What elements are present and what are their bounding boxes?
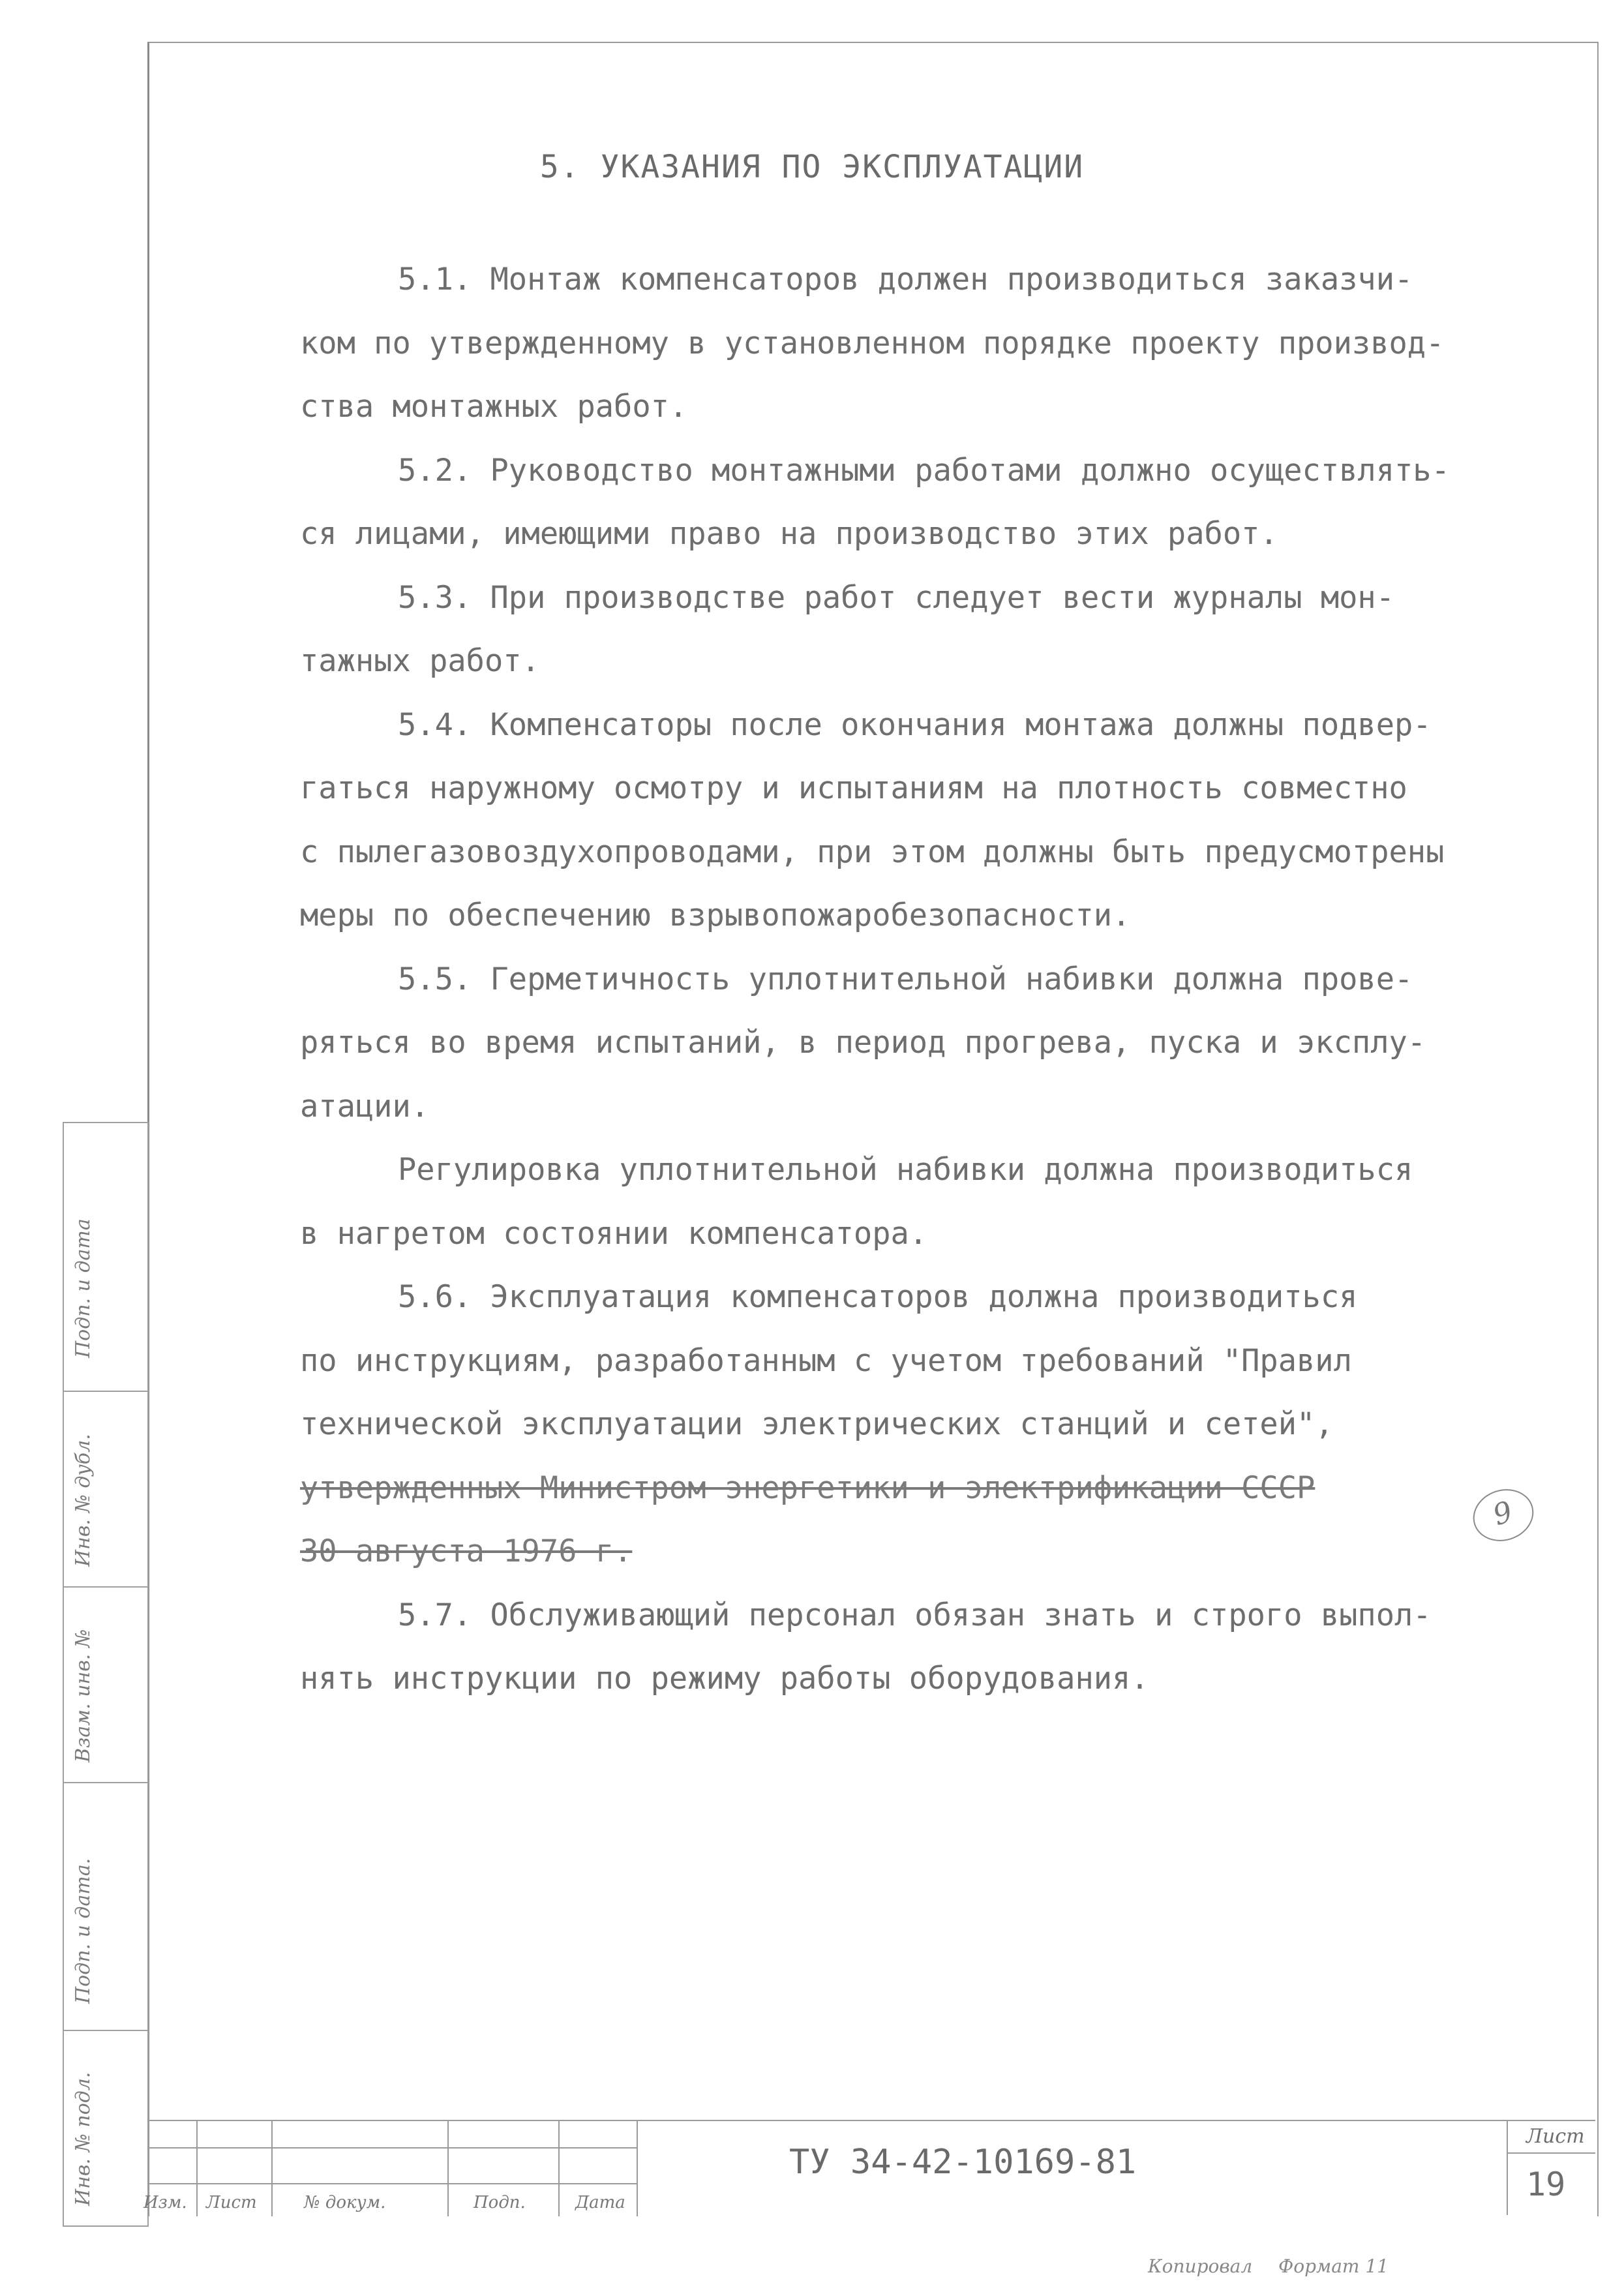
side-label-orig-inv: Инв. № подл. (72, 2072, 95, 2206)
row-line-2 (147, 2183, 637, 2184)
text-line: 30 августа 1976 г. (300, 1533, 633, 1569)
text-line: 5.4. Компенсаторы после окончания монтажа должны подвер- (398, 706, 1432, 743)
text-line: ряться во время испытаний, в период прогрева, пуска и эксплу- (300, 1025, 1426, 1061)
text-line: гаться наружному осмотру и испытаниям на плотность совместно (300, 770, 1407, 806)
text-line: меры по обеспечению взрывопожаробезопасности. (300, 897, 1131, 933)
col-line-3 (447, 2121, 449, 2216)
col-line-1 (196, 2121, 198, 2216)
text-line: 5.3. При производстве работ следует вести журналы мон- (398, 579, 1395, 616)
text-line: ся лицами, имеющими право на производство этих работ. (300, 516, 1278, 552)
text-line: с пылегазовоздухопроводами, при этом должны быть предусмотрены (300, 834, 1445, 870)
col-label-sign: Подп. (474, 2193, 526, 2212)
sheet-number: 19 (1526, 2165, 1566, 2203)
sheet-separator (1507, 2152, 1595, 2154)
text-line: 5.1. Монтаж компенсаторов должен производиться заказчи- (398, 262, 1413, 297)
text-line: в нагретом состоянии компенсатора. (300, 1215, 928, 1252)
text-line: ком по утвержденному в установленном порядке проекту производ- (300, 325, 1445, 361)
document-body (300, 248, 1539, 1711)
text-line: по инструкциям, разработанным с учетом требований "Правил (300, 1342, 1352, 1379)
text-line: Регулировка уплотнительной набивки должна производиться (398, 1152, 1413, 1188)
col-line-5 (637, 2121, 638, 2216)
text-line: ства монтажных работ. (300, 389, 688, 425)
col-label-izm: Изм. (143, 2193, 187, 2212)
side-cell-5 (64, 2030, 147, 2224)
side-label-sign-date-2: Подп. и дата. (72, 1858, 95, 2004)
text-line: утвержденных Министром энергетики и электрификации СССР (300, 1470, 1316, 1506)
col-label-doc: № докум. (304, 2193, 386, 2212)
text-line: 5.2. Руководство монтажными работами должно осуществлять- (398, 452, 1450, 489)
document-number: ТУ 34-42-10169-81 (789, 2143, 1137, 2182)
side-cell-1 (64, 1123, 147, 1392)
side-label-sign-date: Подп. и дата (72, 1218, 95, 1358)
side-cell-2 (64, 1391, 147, 1588)
side-stamp-column (63, 1122, 149, 2227)
text-line: нять инструкции по режиму работы оборудования. (300, 1661, 1149, 1696)
side-label-replace-inv: Взам. инв. № (72, 1629, 95, 1762)
row-line-1 (147, 2147, 637, 2149)
col-label-list: Лист (206, 2193, 257, 2212)
text-line: 5.5. Герметичность уплотнительной набивки должна прове- (398, 961, 1413, 997)
col-line-2 (271, 2121, 273, 2216)
handwritten-page-number: 9 (1466, 1481, 1541, 1548)
col-line-4 (558, 2121, 560, 2216)
sheet-label: Лист (1526, 2125, 1585, 2148)
side-label-dup-inv: Инв. № дубл. (72, 1434, 95, 1567)
text-line: 5.6. Эксплуатация компенсаторов должна производиться (398, 1279, 1358, 1315)
text-line: тажных работ. (300, 643, 540, 679)
text-line: 5.7. Обслуживающий персонал обязан знать и строго выпол- (398, 1597, 1432, 1633)
text-line: технической эксплуатации электрических станций и сетей", (300, 1406, 1334, 1442)
col-label-date: Дата (575, 2193, 625, 2212)
side-cell-4 (64, 1782, 147, 2031)
text-line: атации. (300, 1088, 430, 1124)
section-heading: 5. УКАЗАНИЯ ПО ЭКСПЛУАТАЦИИ (539, 149, 1085, 185)
footer-copied: Копировал (1148, 2255, 1253, 2277)
side-cell-3 (64, 1586, 147, 1783)
footer-format: Формат 11 (1278, 2255, 1389, 2277)
